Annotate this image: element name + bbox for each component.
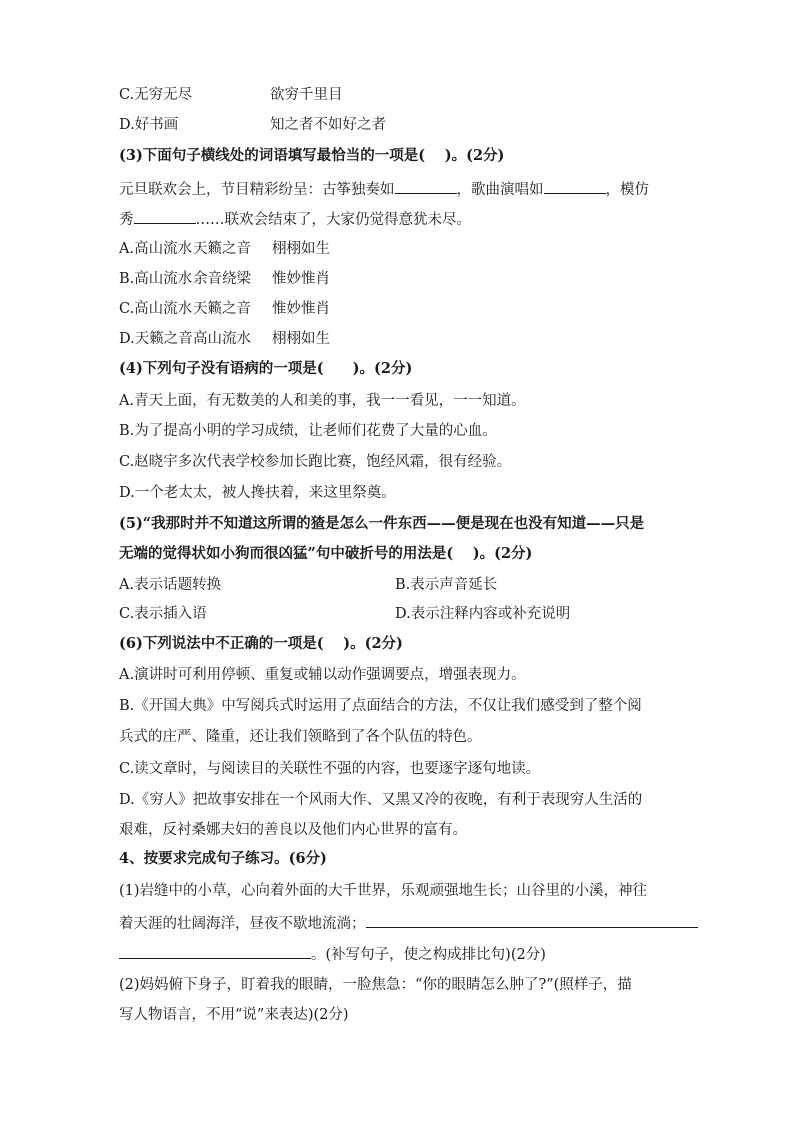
q3-option-c <box>119 299 330 319</box>
q3-option-a <box>119 239 330 259</box>
q6-option-d-line-2: 艰难，反衬桑娜夫妇的善良以及他们内心世界的富有。 <box>119 822 467 838</box>
q5-option-a: A.表示话题转换 <box>119 577 222 593</box>
q6-option-a: A.演讲时可利用停顿、重复或辅以动作强调要点，增强表现力。 <box>119 667 526 683</box>
answer-blank[interactable] <box>366 912 698 928</box>
question-3-sentence-line-1 <box>119 178 649 200</box>
fill-blank[interactable] <box>544 178 606 194</box>
question-3-stem: (3)下面句子横线处的词语填写最恰当的一项是( )。(2分) <box>119 147 505 164</box>
fill-blank[interactable] <box>134 208 196 224</box>
section-4-title: 4、按要求完成句子练习。(6分) <box>119 850 327 867</box>
q3-option-b <box>119 269 330 289</box>
section-4-q2-line-1: (2)妈妈俯下身子，盯着我的眼睛，一脸焦急：“你的眼睛怎么肿了?”(照样子，描 <box>119 977 632 993</box>
q6-option-c: C.读文章时，与阅读目的关联性不强的内容，也要逐字逐句地读。 <box>119 761 541 777</box>
q5-option-c: C.表示插入语 <box>119 606 207 622</box>
option-b-col2: 余音绕梁 <box>193 271 251 287</box>
option-c-value: 欲穷千里目 <box>270 87 343 103</box>
sentence-part: ，歌曲演唱如 <box>456 182 544 198</box>
option-d-col1: D.天籁之音 <box>119 331 193 347</box>
q4-option-c: C.赵晓宇多次代表学校参加长跑比赛，饱经风霜，很有经验。 <box>119 454 512 470</box>
option-b-col1: B.高山流水 <box>119 271 193 287</box>
section-4-q1-line-1: (1)岩缝中的小草，心向着外面的大千世界，乐观顽强地生长；山谷里的小溪，神往 <box>119 883 648 899</box>
q6-option-d-line-1: D.《穷人》把故事安排在一个风雨大作、又黑又冷的夜晚，有利于表现穷人生活的 <box>119 792 643 808</box>
q4-option-b: B.为了提高小明的学习成绩，让老师们花费了大量的心血。 <box>119 423 497 439</box>
option-c-col1: C.高山流水 <box>119 301 193 317</box>
option-c-label: C.无穷无尽 <box>119 87 193 103</box>
q3-option-d <box>119 329 330 349</box>
section-4-q1-line-2 <box>119 912 698 934</box>
question-3-sentence-line-2 <box>119 208 471 230</box>
option-d-col2: 高山流水 <box>193 331 251 347</box>
section-4-q2-line-2: 写人物语言，不用“说”来表达)(2分) <box>119 1007 349 1023</box>
option-d-value: 知之者不如好之者 <box>270 117 386 133</box>
sentence-part: ，模仿 <box>605 182 649 198</box>
option-b-col3: 惟妙惟肖 <box>272 271 330 287</box>
option-d-label: D.好书画 <box>119 117 179 133</box>
fill-blank[interactable] <box>395 178 457 194</box>
option-a-col2: 天籁之音 <box>193 241 251 257</box>
q5-option-b: B.表示声音延长 <box>395 577 498 593</box>
option-c-col3: 惟妙惟肖 <box>272 301 330 317</box>
sentence-part: 秀 <box>119 212 134 228</box>
q6-option-b-line-2: 兵式的庄严、隆重，还让我们领略到了各个队伍的特色。 <box>119 729 482 745</box>
option-c-col2: 天籁之音 <box>193 301 251 317</box>
sentence-part: ……联欢会结束了，大家仍觉得意犹未尽。 <box>195 212 471 228</box>
option-d-col3: 栩栩如生 <box>272 331 330 347</box>
sentence-part: 着天涯的壮阔海洋，昼夜不歇地流淌； <box>119 916 366 932</box>
question-5-stem-line-1: (5)“我那时并不知道这所谓的猹是怎么一件东西——便是现在也没有知道——只是 <box>119 515 645 532</box>
question-5-stem-line-2: 无端的觉得状如小狗而很凶猛”句中破折号的用法是( )。(2分) <box>119 545 533 562</box>
sentence-part: 。(补写句子，使之构成排比句)(2分) <box>311 947 546 963</box>
option-a-col1: A.高山流水 <box>119 241 193 257</box>
option-a-col3: 栩栩如生 <box>272 241 330 257</box>
q4-option-d: D.一个老太太，被人搀扶着，来这里祭奠。 <box>119 485 396 501</box>
q4-option-a: A.青天上面，有无数美的人和美的事，我一一看见，一一知道。 <box>119 393 526 409</box>
q5-option-d: D.表示注释内容或补充说明 <box>395 606 571 622</box>
question-6-stem: (6)下列说法中不正确的一项是( )。(2分) <box>119 635 403 652</box>
answer-blank[interactable] <box>119 943 311 959</box>
question-4-stem: (4)下列句子没有语病的一项是( )。(2分) <box>119 360 413 377</box>
section-4-q1-line-3 <box>119 943 546 965</box>
sentence-part: 元旦联欢会上，节目精彩纷呈：古筝独奏如 <box>119 182 395 198</box>
q6-option-b-line-1: B.《开国大典》中写阅兵式时运用了点面结合的方法，不仅让我们感受到了整个阅 <box>119 698 642 714</box>
